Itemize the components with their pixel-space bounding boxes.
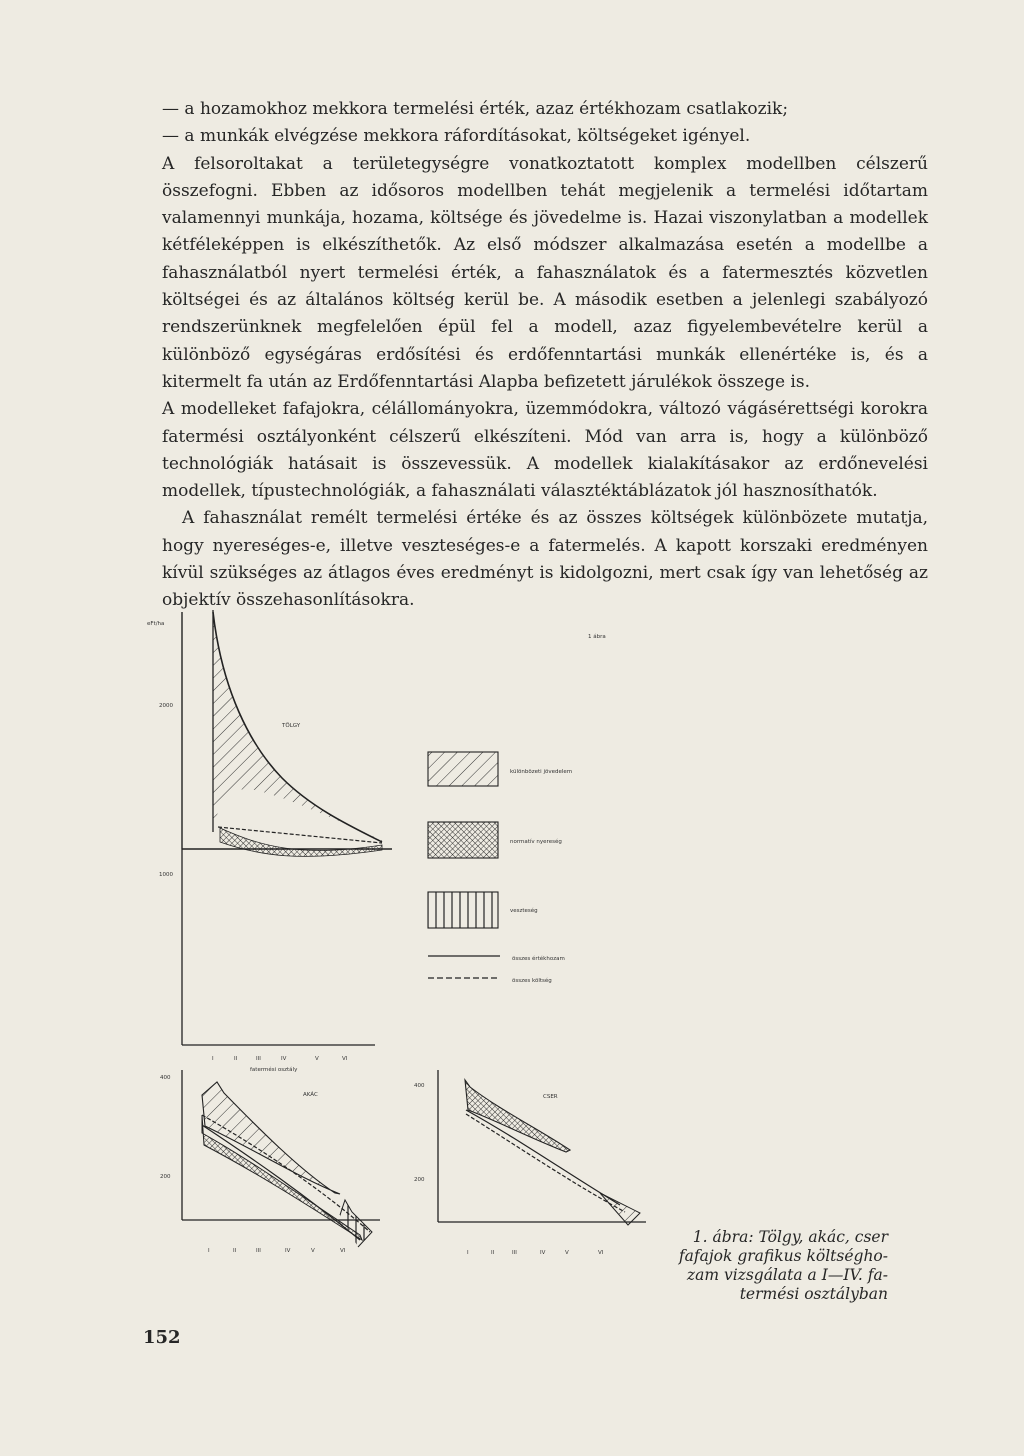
paragraph-3: A fahasználat remélt termelési értéke és az összes költségek különbözete mutatja, hogy nyereséges-e, illetve veszteséges-e a fatermelés. A kapott korszaki eredményen kívül szükséges az átlagos éves eredményt is kidolgozni, mert csak így van lehetőség az objektív összehasonlításokra. <box>162 508 928 611</box>
tolgy-chart <box>147 610 392 1073</box>
cser-ytick-400: 400 <box>414 1083 425 1089</box>
figure-legend <box>428 633 606 984</box>
tolgy-xtick-6: VI <box>342 1056 348 1062</box>
akac-ytick-200: 200 <box>160 1174 171 1180</box>
cser-xtick-5: V <box>565 1250 569 1256</box>
tolgy-ylabel: eFt/ha <box>147 621 165 627</box>
tolgy-xtick-4: IV <box>281 1056 287 1062</box>
legend-label-veszteseg: veszteség <box>510 908 538 914</box>
legend-label-koltseg: összes költség <box>512 978 552 984</box>
figure-number: 1 ábra <box>588 634 606 640</box>
caption-line-1: 1. ábra: Tölgy, akác, cser <box>692 1228 888 1246</box>
page-number: 152 <box>143 1327 181 1348</box>
akac-xtick-6: VI <box>340 1248 346 1254</box>
legend-swatch-normativ <box>428 822 498 858</box>
cser-xtick-4: IV <box>540 1250 546 1256</box>
akac-ytick-400: 400 <box>160 1075 171 1081</box>
paragraph-2: A modelleket fafajokra, célállományokra, üzemmódokra, változó vágásérettségi korokra fatermési osztályonként célszerű elkészíteni. Mód van arra is, hogy a különböző technológiák hatásait is összevessük. A modellek kialakításakor az erdőnevelési modellek, típustechnológiák, a fahasználati választéktáblázatok jól hasznosíthatók. <box>162 399 928 502</box>
akac-xtick-1: I <box>208 1248 210 1254</box>
paragraph-1: A felsoroltakat a területegységre vonatkoztatott komplex modellben célszerű összefogni. Ebben az idősoros modellben tehát megjelenik a termelési időtartam valamennyi munkája, hozama, költsége és jövedelme is. Hazai viszonylatban a modellek kétféleképpen is elkészíthetők. Az első módszer alkalmazása esetén a modellbe a fahasználatból nyert termelési érték, a fahasználatok és a fatermesztés közvetlen költségei és az általános költség kerül be. A második esetben a jelenlegi szabályozó rendszerünknek megfelelően épül fel a modell, azaz figyelembevételre kerül a különböző egységáras erdősítési és erdőfenntartási munkák ellenértéke is, és a kitermelt fa után az Erdőfenntartási Alapba befizetett járulékok összege is. <box>162 153 928 392</box>
tolgy-xtick-2: II <box>234 1056 238 1062</box>
legend-label-normativ: normatív nyereség <box>510 839 562 845</box>
akac-chart <box>160 1070 380 1254</box>
cser-label: CSER <box>543 1094 558 1100</box>
akac-xtick-5: V <box>311 1248 315 1254</box>
caption-line-2: fafajok grafikus költségho- <box>678 1247 888 1265</box>
cser-chart <box>414 1070 646 1256</box>
text-line-1: — a hozamokhoz mekkora termelési érték, azaz értékhozam csatlakozik; <box>162 99 789 119</box>
text-line-2: — a munkák elvégzése mekkora ráfordításokat, költségeket igényel. <box>162 126 751 147</box>
caption-line-3: zam vizsgálata a I—IV. fa- <box>686 1266 888 1284</box>
legend-swatch-veszteseg <box>428 892 498 928</box>
tolgy-normative-band <box>220 828 382 856</box>
cser-xtick-1: I <box>467 1250 469 1256</box>
tolgy-xlabel: fatermési osztály <box>250 1067 298 1073</box>
cser-xtick-3: III <box>512 1250 517 1256</box>
akac-xtick-3: III <box>256 1248 261 1254</box>
cser-ytick-200: 200 <box>414 1177 425 1183</box>
tolgy-xtick-5: V <box>315 1056 319 1062</box>
akac-xtick-2: II <box>233 1248 237 1254</box>
figure-caption <box>676 1228 888 1304</box>
akac-xtick-4: IV <box>285 1248 291 1254</box>
caption-line-4: termési osztályban <box>739 1285 888 1303</box>
tolgy-ytick-2000: 2000 <box>159 703 173 709</box>
tolgy-ytick-1000: 1000 <box>159 872 173 878</box>
akac-label: AKÁC <box>303 1092 318 1098</box>
legend-swatch-kulonbozeti <box>428 752 498 786</box>
legend-label-ertekhozam: összes értékhozam <box>512 956 565 962</box>
cser-xtick-2: II <box>491 1250 495 1256</box>
cser-xtick-6: VI <box>598 1250 604 1256</box>
tolgy-xtick-3: III <box>256 1056 261 1062</box>
tolgy-label: TÖLGY <box>282 723 301 729</box>
legend-label-kulonbozeti: különbözeti jövedelem <box>510 769 573 775</box>
tolgy-xtick-1: I <box>212 1056 214 1062</box>
